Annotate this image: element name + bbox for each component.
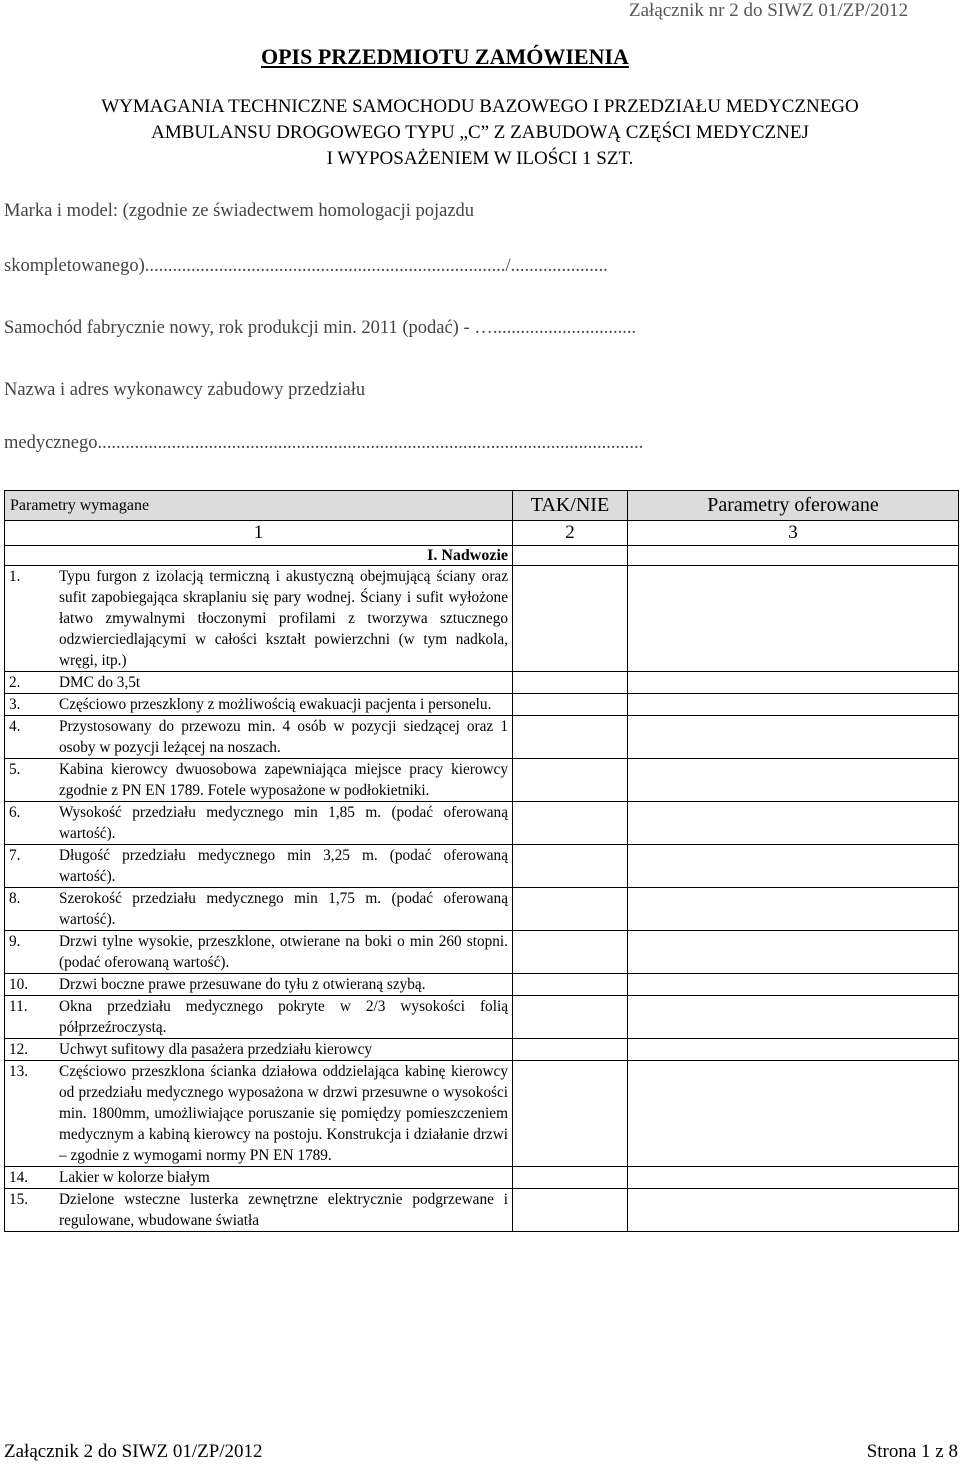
offered-params-cell[interactable] bbox=[628, 672, 959, 694]
table-row bbox=[5, 931, 959, 974]
requirement-cell bbox=[5, 802, 513, 845]
yes-no-cell[interactable] bbox=[513, 802, 628, 845]
offered-params-cell[interactable] bbox=[628, 759, 959, 802]
yes-no-cell[interactable] bbox=[513, 845, 628, 888]
specification-table bbox=[4, 490, 959, 1232]
column-number: 2 bbox=[513, 521, 628, 546]
table-row bbox=[5, 1061, 959, 1167]
requirement-text: Częściowo przeszklony z możliwością ewakuacji pacjenta i personelu. bbox=[59, 696, 492, 713]
requirement-cell bbox=[5, 1039, 513, 1061]
production-year-line: Samochód fabrycznie nowy, rok produkcji min. 2011 (podać) - …............................... bbox=[4, 318, 637, 338]
requirement-cell bbox=[5, 672, 513, 694]
yes-no-cell[interactable] bbox=[513, 716, 628, 759]
requirements-heading-line-2: AMBULANSU DROGOWEGO TYPU „C” Z ZABUDOWĄ CZĘŚCI MEDYCZNEJ bbox=[151, 122, 809, 143]
offered-params-cell[interactable] bbox=[628, 931, 959, 974]
footer-annex: Załącznik 2 do SIWZ 01/ZP/2012 bbox=[4, 1441, 263, 1462]
builder-fill-line: medycznego...................................................................................................................... bbox=[4, 433, 644, 453]
requirement-text: DMC do 3,5t bbox=[59, 674, 141, 691]
row-number: 1. bbox=[9, 568, 21, 585]
row-number: 12. bbox=[9, 1041, 29, 1058]
table-header-row bbox=[5, 491, 959, 521]
requirement-cell bbox=[5, 931, 513, 974]
row-number: 3. bbox=[9, 696, 21, 713]
table-row bbox=[5, 716, 959, 759]
row-number: 9. bbox=[9, 933, 21, 950]
requirement-cell bbox=[5, 974, 513, 996]
offered-params-cell[interactable] bbox=[628, 694, 959, 716]
offered-params-cell[interactable] bbox=[628, 888, 959, 931]
offered-params-cell[interactable] bbox=[628, 1167, 959, 1189]
requirement-cell bbox=[5, 845, 513, 888]
offered-params-cell[interactable] bbox=[628, 996, 959, 1039]
yes-no-cell[interactable] bbox=[513, 1167, 628, 1189]
annex-header: Załącznik nr 2 do SIWZ 01/ZP/2012 bbox=[629, 0, 909, 21]
yes-no-cell[interactable] bbox=[513, 974, 628, 996]
offered-params-cell[interactable] bbox=[628, 716, 959, 759]
offered-params-cell[interactable] bbox=[628, 1061, 959, 1167]
requirement-text: Uchwyt sufitowy dla pasażera przedziału kierowcy bbox=[59, 1041, 373, 1058]
header-required-params: Parametry wymagane bbox=[5, 491, 513, 521]
offered-params-cell[interactable] bbox=[628, 974, 959, 996]
requirement-cell bbox=[5, 1167, 513, 1189]
table-row bbox=[5, 566, 959, 672]
requirement-cell bbox=[5, 888, 513, 931]
column-number: 3 bbox=[628, 521, 959, 546]
requirement-cell bbox=[5, 1061, 513, 1167]
table-row bbox=[5, 802, 959, 845]
requirement-cell bbox=[5, 694, 513, 716]
table-row bbox=[5, 974, 959, 996]
header-yes-no: TAK/NIE bbox=[513, 491, 628, 521]
requirement-text: Drzwi boczne prawe przesuwane do tyłu z otwieraną szybą. bbox=[59, 976, 426, 993]
section-row bbox=[5, 546, 959, 566]
requirements-heading-line-1: WYMAGANIA TECHNICZNE SAMOCHODU BAZOWEGO I PRZEDZIAŁU MEDYCZNEGO bbox=[101, 96, 859, 117]
yes-no-cell[interactable] bbox=[513, 996, 628, 1039]
row-number: 11. bbox=[9, 998, 28, 1015]
table-row bbox=[5, 888, 959, 931]
requirements-heading-line-3: I WYPOSAŻENIEM W ILOŚCI 1 SZT. bbox=[326, 148, 634, 169]
yes-no-cell[interactable] bbox=[513, 1039, 628, 1061]
requirement-cell bbox=[5, 996, 513, 1039]
footer-page-number: Strona 1 z 8 bbox=[866, 1441, 958, 1462]
offered-params-cell[interactable] bbox=[628, 802, 959, 845]
requirement-cell bbox=[5, 716, 513, 759]
requirement-text: Typu furgon z izolacją termiczną i akustyczną obejmującą ściany oraz sufit zapobiegająca skraplaniu się pary wodnej. Ściany i sufit wyłożone łatwo zmywalnymi tłoczonymi profilami z tworzywa sztucznego odzwierciedlającymi w całości kształt powierzchni (w tym nadkola, wręgi, itp.) bbox=[59, 568, 508, 669]
table-row bbox=[5, 996, 959, 1039]
empty-cell bbox=[628, 546, 959, 566]
row-number: 2. bbox=[9, 674, 21, 691]
table-row bbox=[5, 1189, 959, 1232]
offered-params-cell[interactable] bbox=[628, 566, 959, 672]
table-row bbox=[5, 672, 959, 694]
requirement-text: Przystosowany do przewozu min. 4 osób w pozycji siedzącej oraz 1 osoby w pozycji leżącej na noszach. bbox=[59, 718, 508, 756]
builder-label: Nazwa i adres wykonawcy zabudowy przedziału bbox=[4, 380, 366, 400]
yes-no-cell[interactable] bbox=[513, 1189, 628, 1232]
section-title: I. Nadwozie bbox=[5, 546, 513, 566]
requirement-text: Lakier w kolorze białym bbox=[59, 1169, 210, 1186]
requirement-text: Szerokość przedziału medycznego min 1,75 m. (podać oferowaną wartość). bbox=[59, 890, 508, 928]
offered-params-cell[interactable] bbox=[628, 845, 959, 888]
offered-params-cell[interactable] bbox=[628, 1189, 959, 1232]
requirement-text: Okna przedziału medycznego pokryte w 2/3 wysokości folią półprzeźroczystą. bbox=[59, 998, 508, 1036]
row-number: 13. bbox=[9, 1063, 29, 1080]
yes-no-cell[interactable] bbox=[513, 759, 628, 802]
table-row bbox=[5, 759, 959, 802]
row-number: 8. bbox=[9, 890, 21, 907]
row-number: 4. bbox=[9, 718, 21, 735]
header-offered-params: Parametry oferowane bbox=[628, 491, 959, 521]
row-number: 6. bbox=[9, 804, 21, 821]
requirement-text: Częściowo przeszklona ścianka działowa oddzielająca kabinę kierowcy od przedziału medycznego wyposażona w drzwi przesuwne o wysokości min. 1800mm, umożliwiające poruszanie się pomiędzy pomieszczeniem medycznym a kabiną kierowcy na postoju. Konstrukcja i działanie drzwi – zgodnie z wymogami normy PN EN 1789. bbox=[59, 1063, 508, 1164]
yes-no-cell[interactable] bbox=[513, 1061, 628, 1167]
brand-model-label: Marka i model: (zgodnie ze świadectwem homologacji pojazdu bbox=[4, 201, 475, 221]
yes-no-cell[interactable] bbox=[513, 694, 628, 716]
offered-params-cell[interactable] bbox=[628, 1039, 959, 1061]
row-number: 15. bbox=[9, 1191, 29, 1208]
yes-no-cell[interactable] bbox=[513, 672, 628, 694]
requirement-text: Drzwi tylne wysokie, przeszklone, otwierane na boki o min 260 stopni. (podać oferowaną wartość). bbox=[59, 933, 508, 971]
row-number: 10. bbox=[9, 976, 29, 993]
requirement-text: Kabina kierowcy dwuosobowa zapewniająca miejsce pracy kierowcy zgodnie z PN EN 1789. Fotele wyposażone w podłokietniki. bbox=[59, 761, 508, 799]
empty-cell bbox=[513, 546, 628, 566]
row-number: 7. bbox=[9, 847, 21, 864]
column-number: 1 bbox=[5, 521, 513, 546]
table-row bbox=[5, 694, 959, 716]
table-row bbox=[5, 845, 959, 888]
page-title: OPIS PRZEDMIOTU ZAMÓWIENIA bbox=[261, 44, 629, 69]
table-row bbox=[5, 1167, 959, 1189]
yes-no-cell[interactable] bbox=[513, 931, 628, 974]
requirement-text: Wysokość przedziału medycznego min 1,85 m. (podać oferowaną wartość). bbox=[59, 804, 508, 842]
yes-no-cell[interactable] bbox=[513, 888, 628, 931]
requirement-cell bbox=[5, 1189, 513, 1232]
column-number-row bbox=[5, 521, 959, 546]
brand-model-fill-line: skompletowanego)............................................................................../..................... bbox=[4, 256, 608, 276]
table-row bbox=[5, 1039, 959, 1061]
requirement-text: Dzielone wsteczne lusterka zewnętrzne elektrycznie podgrzewane i regulowane, wbudowane światła bbox=[59, 1191, 508, 1229]
row-number: 14. bbox=[9, 1169, 29, 1186]
requirement-text: Długość przedziału medycznego min 3,25 m. (podać oferowaną wartość). bbox=[59, 847, 508, 885]
yes-no-cell[interactable] bbox=[513, 566, 628, 672]
row-number: 5. bbox=[9, 761, 21, 778]
requirement-cell bbox=[5, 566, 513, 672]
requirement-cell bbox=[5, 759, 513, 802]
